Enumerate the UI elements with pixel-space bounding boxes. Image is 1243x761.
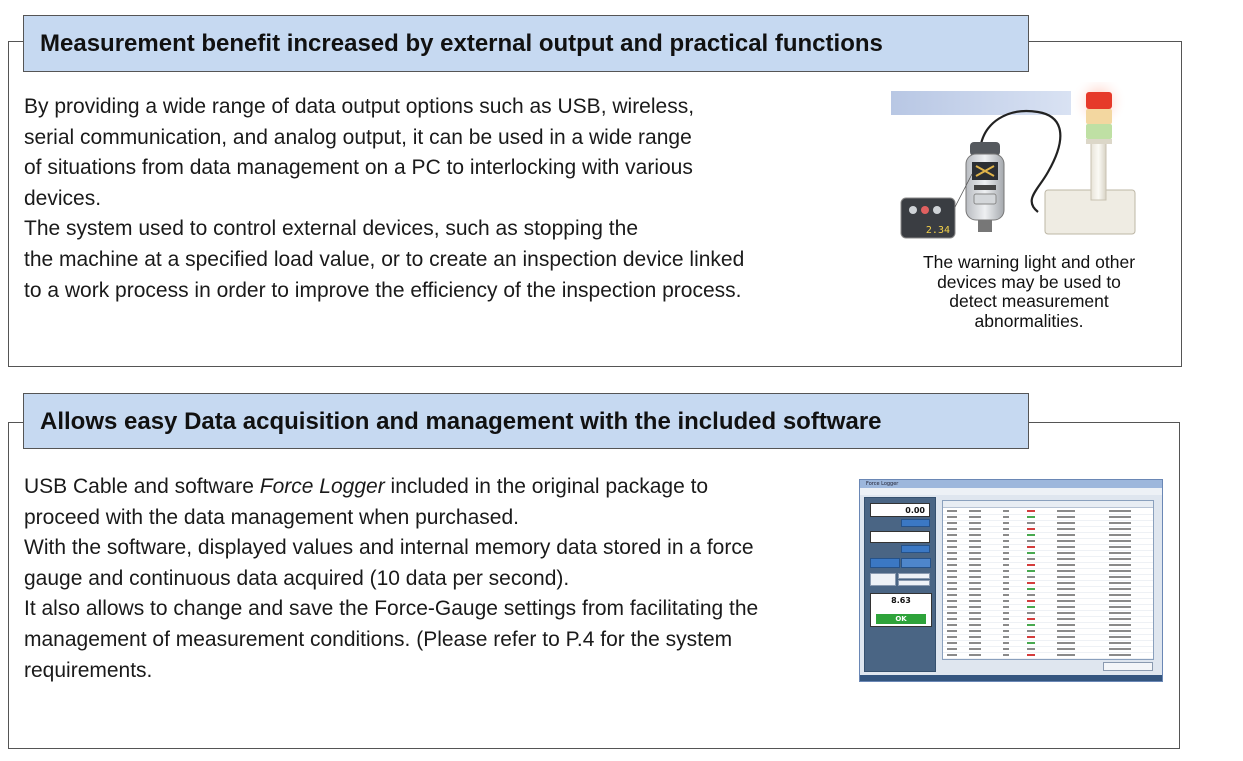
control-panel [864,497,936,672]
table-cell [1109,534,1131,536]
table-cell [969,516,981,518]
paragraph-line: With the software, displayed values and internal memory data stored in a force [24,536,754,560]
table-cell [1109,618,1131,620]
table-cell [1003,534,1009,536]
paragraph-line: The system used to control external devices, such as stopping the [24,217,638,241]
table-cell [947,594,957,596]
table-cell [1057,576,1075,578]
table-cell [1109,546,1131,548]
table-cell [969,564,981,566]
paragraph-line: to a work process in order to improve the efficiency of the inspection process. [24,278,742,302]
gauge-readout: 2.34 [925,225,950,236]
table-cell [1057,654,1075,656]
table-cell [969,546,981,548]
table-cell [947,600,957,602]
force-logger-screenshot [859,479,1163,682]
table-cell [1003,600,1009,602]
table-cell [1027,558,1035,560]
table-cell [1057,600,1075,602]
table-cell [947,540,957,542]
table-row [943,652,1153,659]
table-cell [1003,528,1009,530]
table-cell [1003,552,1009,554]
table-cell [1057,606,1075,608]
table-cell [969,558,981,560]
table-cell [1003,558,1009,560]
table-cell [1027,618,1035,620]
table-cell [1109,654,1131,656]
table-cell [947,552,957,554]
paragraph-line: gauge and continuous data acquired (10 data per second). [24,566,570,590]
table-cell [1109,642,1131,644]
table-cell [1057,642,1075,644]
paragraph-text: included in the original package to [384,475,709,498]
table-cell [1109,582,1131,584]
table-cell [969,654,981,656]
table-cell [1003,654,1009,656]
table-cell [1057,516,1075,518]
table-cell [1027,582,1035,584]
table-cell [1027,636,1035,638]
table-cell [1109,612,1131,614]
table-cell [1109,636,1131,638]
panel-field [870,531,930,543]
table-cell [1109,528,1131,530]
warning-light-caption [895,253,1163,331]
table-cell [947,510,957,512]
caption-line: detect measurement [949,291,1109,311]
software-paragraph [24,472,854,686]
table-cell [947,534,957,536]
table-cell [1109,588,1131,590]
table-cell [1057,534,1075,536]
table-cell [1057,648,1075,650]
table-cell [969,582,981,584]
table-cell [969,570,981,572]
section-title-external-output: Measurement benefit increased by external output and practical functions [23,15,1029,72]
paragraph-line: devices. [24,186,102,210]
panel-button [870,573,896,586]
table-cell [1057,510,1075,512]
paragraph-line: of situations from data management on a PC to interlocking with various [24,156,693,180]
table-cell [1003,576,1009,578]
table-cell [947,624,957,626]
table-cell [947,612,957,614]
table-cell [1003,606,1009,608]
table-cell [1027,612,1035,614]
table-cell [1057,564,1075,566]
table-cell [1003,642,1009,644]
section-title-software: Allows easy Data acquisition and management with the included software [23,393,1029,449]
table-cell [1057,558,1075,560]
table-cell [1109,570,1131,572]
table-cell [1003,588,1009,590]
table-cell [1027,606,1035,608]
force-display: 0.00 [870,503,930,517]
panel-button [870,558,900,568]
panel-button [901,558,931,568]
window-titlebar [860,480,1162,488]
table-cell [969,612,981,614]
table-cell [1003,624,1009,626]
table-cell [1003,564,1009,566]
table-cell [1003,636,1009,638]
caption-line: The warning light and other [922,252,1136,272]
paragraph-line: By providing a wide range of data output options such as USB, wireless, [24,95,695,118]
paragraph-line: It also allows to change and save the Force-Gauge settings from facilitating the [24,597,759,621]
table-cell [1109,606,1131,608]
table-cell [969,636,981,638]
judgement-panel [870,593,932,627]
table-cell [1027,534,1035,536]
paragraph-line: proceed with the data management when purchased. [24,505,519,529]
table-cell [947,588,957,590]
paragraph-text: USB Cable and software [24,475,260,498]
window-statusbar [860,675,1162,682]
table-cell [1057,552,1075,554]
signal-tower-green [1086,124,1112,139]
table-cell [947,642,957,644]
table-cell [947,564,957,566]
table-cell [1027,594,1035,596]
table-cell [969,528,981,530]
external-output-paragraph [24,92,854,306]
table-cell [947,582,957,584]
table-cell [969,600,981,602]
table-cell [969,510,981,512]
table-cell [1027,510,1035,512]
table-cell [1027,540,1035,542]
table-cell [969,522,981,524]
paragraph-line: requirements. [24,658,153,682]
table-cell [969,606,981,608]
table-cell [1109,522,1131,524]
table-cell [1027,630,1035,632]
table-cell [969,576,981,578]
signal-tower-base [1045,190,1135,234]
signal-tower-red [1086,92,1112,109]
table-cell [969,648,981,650]
table-cell [1109,648,1131,650]
data-table [942,500,1154,660]
paragraph-line: management of measurement conditions. (Please refer to P.4 for the system [24,627,733,651]
table-cell [1003,540,1009,542]
table-cell [1057,630,1075,632]
table-cell [969,642,981,644]
paragraph-line [24,472,854,503]
table-cell [1027,642,1035,644]
table-cell [947,636,957,638]
table-cell [1003,630,1009,632]
panel-button [901,545,930,553]
table-cell [1057,582,1075,584]
table-cell [969,594,981,596]
table-cell [1027,648,1035,650]
table-cell [1003,546,1009,548]
table-cell [1003,522,1009,524]
export-button [1103,662,1153,671]
table-cell [1003,612,1009,614]
panel-button [898,573,930,579]
table-cell [969,534,981,536]
table-cell [1057,528,1075,530]
conveyor-beam [891,91,1071,115]
table-cell [1057,522,1075,524]
paragraph-line: serial communication, and analog output, it can be used in a wide range [24,125,692,149]
judgement-value: 8.63 [891,596,911,605]
table-cell [1027,570,1035,572]
table-cell [1057,570,1075,572]
table-cell [947,576,957,578]
signal-tower-pole [1091,142,1106,200]
table-cell [1027,600,1035,602]
panel-button [901,519,930,527]
table-cell [969,552,981,554]
table-cell [1109,552,1131,554]
table-cell [1109,630,1131,632]
window-menubar [860,488,1162,495]
table-cell [1057,540,1075,542]
judgement-ok-badge: OK [876,614,926,624]
table-cell [1003,516,1009,518]
table-cell [1109,600,1131,602]
table-cell [947,630,957,632]
table-cell [1109,624,1131,626]
table-cell [1109,564,1131,566]
table-cell [969,630,981,632]
table-cell [1027,564,1035,566]
software-name: Force Logger [259,475,385,498]
table-cell [969,618,981,620]
table-cell [1109,540,1131,542]
table-cell [947,606,957,608]
caption-line: devices may be used to [937,271,1121,292]
table-cell [1003,648,1009,650]
warning-light-illustration [888,82,1150,248]
table-cell [1027,516,1035,518]
table-cell [1109,516,1131,518]
signal-tower-amber [1086,109,1112,124]
table-cell [947,528,957,530]
table-cell [1109,510,1131,512]
table-cell [1057,618,1075,620]
table-cell [1057,612,1075,614]
table-cell [1027,576,1035,578]
table-cell [1057,594,1075,596]
data-table-header [943,501,1153,508]
table-cell [1003,594,1009,596]
table-cell [969,624,981,626]
table-cell [1109,594,1131,596]
table-cell [969,540,981,542]
table-cell [1027,552,1035,554]
table-cell [947,558,957,560]
table-cell [1003,510,1009,512]
table-cell [1027,654,1035,656]
table-cell [1109,558,1131,560]
table-cell [1109,576,1131,578]
table-cell [1003,570,1009,572]
table-cell [947,654,957,656]
table-cell [947,516,957,518]
table-cell [1057,546,1075,548]
table-cell [1003,582,1009,584]
table-cell [947,570,957,572]
table-cell [1027,588,1035,590]
table-cell [1003,618,1009,620]
table-cell [947,618,957,620]
caption-line: abnormalities. [974,310,1084,331]
table-cell [947,648,957,650]
table-cell [1027,624,1035,626]
table-cell [1027,528,1035,530]
table-cell [969,588,981,590]
table-cell [1057,588,1075,590]
table-cell [1027,546,1035,548]
table-cell [947,522,957,524]
paragraph-line: the machine at a specified load value, or to create an inspection device linked [24,247,745,271]
table-cell [1057,636,1075,638]
table-cell [1057,624,1075,626]
panel-button [898,580,930,586]
window-title: Force Logger [866,481,899,487]
table-cell [1027,522,1035,524]
table-cell [947,546,957,548]
